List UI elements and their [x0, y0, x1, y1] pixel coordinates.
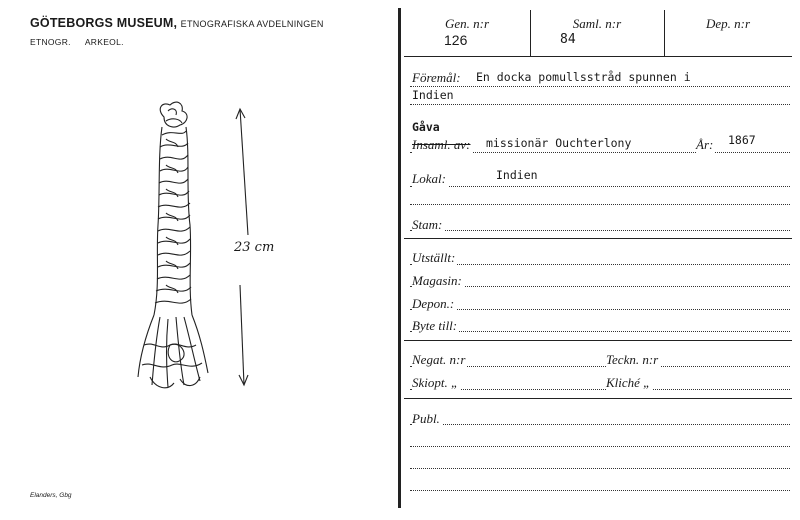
section-arkeol: ARKEOL. [84, 37, 124, 47]
rule-1 [404, 238, 792, 239]
saml-nr-label: Saml. n:r [572, 16, 622, 31]
card-left-panel [0, 0, 396, 520]
skiopt-line [410, 389, 790, 390]
kliche-label: Kliché „ [606, 375, 651, 390]
gen-nr-value: 126 [444, 32, 468, 48]
lokal-line-2 [410, 204, 790, 205]
stam-label: Stam: [412, 217, 443, 232]
publ-line-2 [410, 446, 790, 447]
section-etnogr: ETNOGR. [30, 37, 71, 47]
insaml-label: Insaml. av: [412, 137, 471, 152]
negat-label: Negat. n:r [412, 352, 466, 367]
lokal-line [410, 186, 790, 187]
stam-line [410, 230, 790, 231]
saml-nr-value: 84 [560, 32, 576, 47]
utstallt-line [410, 264, 790, 265]
publ-line-3 [410, 468, 790, 469]
publ-line-4 [410, 490, 790, 491]
dimension-annotation: 23 cm [234, 240, 275, 255]
rule-2 [404, 340, 792, 341]
teckn-label: Teckn. n:r [606, 352, 659, 367]
gava-label: Gåva [412, 120, 440, 134]
publ-label: Publ. [412, 411, 440, 426]
ar-value: 1867 [728, 133, 756, 147]
department-name: ETNOGRAFISKA AVDELNINGEN [180, 19, 324, 29]
skiopt-label: Skiopt. „ [412, 375, 459, 390]
byte-label: Byte till: [412, 318, 458, 333]
depon-line [410, 309, 790, 310]
rule-3 [404, 398, 792, 399]
lokal-value: Indien [496, 168, 538, 182]
section-codes [30, 37, 124, 47]
foremal-line-1 [410, 86, 790, 87]
publ-line-1 [410, 424, 790, 425]
lokal-label: Lokal: [412, 171, 446, 186]
depon-label: Depon.: [412, 296, 455, 311]
card-right-panel [404, 0, 796, 520]
museum-name: GÖTEBORGS MUSEUM, [30, 16, 178, 30]
magasin-label: Magasin: [412, 273, 462, 288]
foremal-line-2 [410, 104, 790, 105]
museum-header [30, 16, 324, 30]
printer-imprint: Elanders, Gbg [30, 492, 72, 499]
gen-nr-label: Gen. n:r [444, 16, 490, 31]
magasin-line [410, 286, 790, 287]
foremal-value-1: En docka pomullsstråd spunnen i [476, 70, 691, 84]
saml-nr-cell [530, 10, 665, 56]
utstallt-label: Utställt: [412, 250, 456, 265]
ar-label: År: [696, 137, 714, 152]
card-divider [398, 8, 401, 508]
dep-nr-cell [664, 10, 792, 56]
gen-nr-cell [404, 10, 531, 56]
number-row [404, 10, 792, 57]
byte-line [410, 331, 790, 332]
insaml-value: missionär Ouchterlony [486, 136, 632, 150]
foremal-label: Föremål: [412, 70, 461, 85]
dep-nr-label: Dep. n:r [705, 16, 751, 31]
foremal-value-2: Indien [412, 88, 454, 102]
